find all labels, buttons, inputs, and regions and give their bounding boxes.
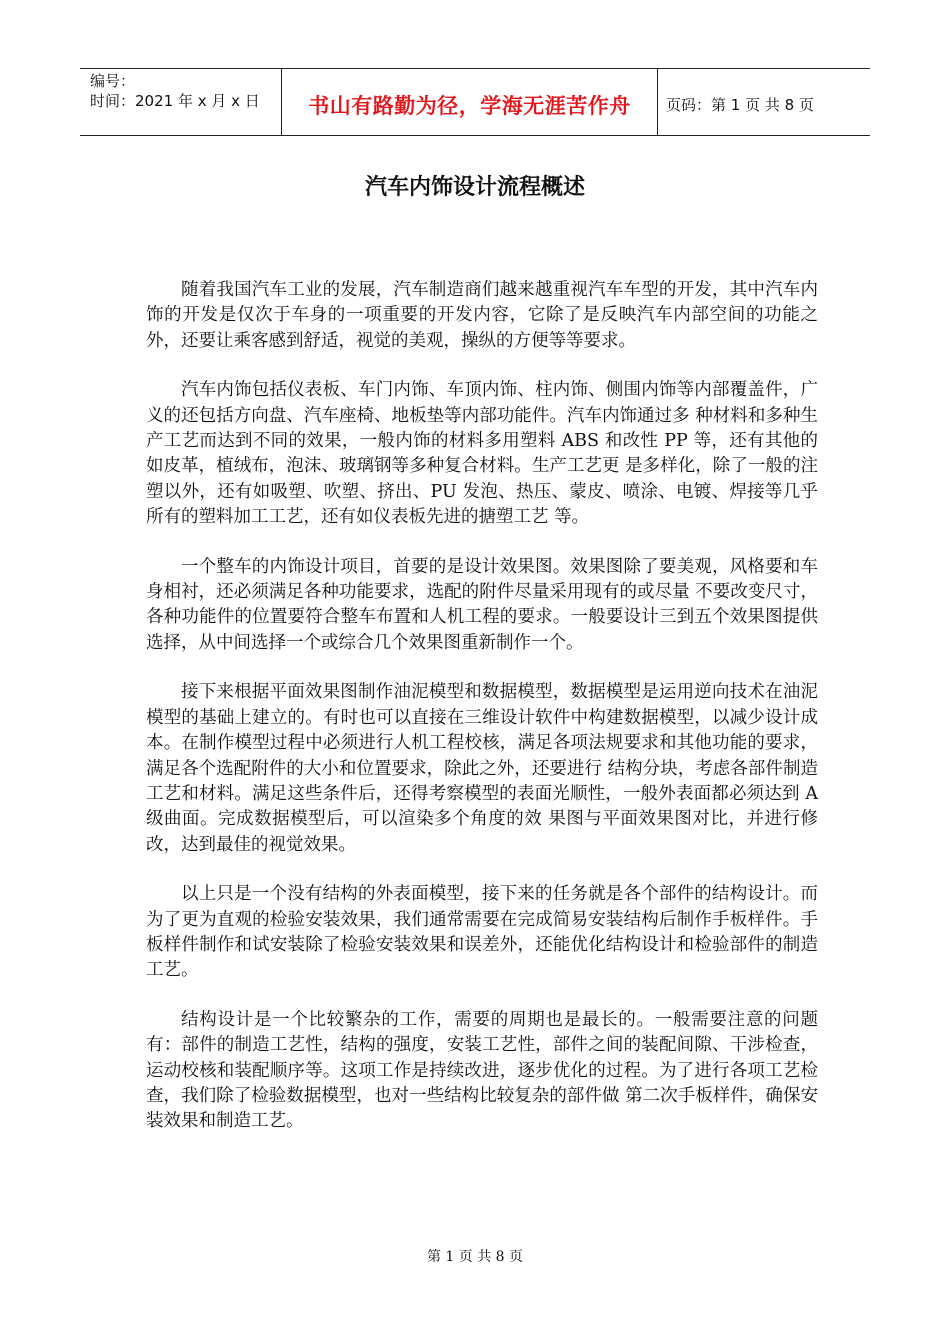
header-table	[80, 68, 870, 136]
header-page-info: 页码：第 1 页 共 8 页	[666, 95, 814, 114]
paragraph: 汽车内饰包括仪表板、车门内饰、车顶内饰、柱内饰、侧围内饰等内部覆盖件，广义的还包括方向盘、汽车座椅、地板垫等内部功能件。汽车内饰通过多 种材料和多种生产工艺而达到不同的效果，一般内饰的材料多用塑料 ABS 和改性 PP 等，还有其他的如皮革，植绒布，泡沫、玻璃钢等多种复合材料。生产工艺更 是多样化，除了一般的注塑以外，还有如吸塑、吹塑、挤出、PU 发泡、热压、蒙皮、喷涂、电镀、焊接等几乎所有的塑料加工工艺，还有如仪表板先进的搪塑工艺 等。	[146, 380, 818, 528]
header-motto-cell	[282, 69, 658, 135]
paragraph: 一个整车的内饰设计项目，首要的是设计效果图。效果图除了要美观，风格要和车身相衬，还必须满足各种功能要求，选配的附件尽量采用现有的或尽量 不要改变尺寸，各种功能件的位置要符合整车布置和人机工程的要求。一般要设计三到五个效果图提供选择，从中间选择一个或综合几个效果图重新制作一个。	[146, 556, 818, 653]
document-body	[146, 278, 818, 1159]
document-date-label: 时间：2021 年 x 月 x 日	[90, 92, 260, 110]
paragraph: 以上只是一个没有结构的外表面模型，接下来的任务就是各个部件的结构设计。而为了更为直观的检验安装效果，我们通常需要在完成简易安装结构后制作手板样件。手板样件制作和试安装除了检验安装效果和误差外，还能优化结构设计和检验部件的制造工艺。	[146, 884, 818, 981]
header-motto: 书山有路勤为径，学海无涯苦作舟	[308, 94, 631, 118]
paragraph: 接下来根据平面效果图制作油泥模型和数据模型，数据模型是运用逆向技术在油泥模型的基础上建立的。有时也可以直接在三维设计软件中构建数据模型，以减少设计成本。在制作模型过程中必须进行人机工程校核，满足各项法规要求和其他功能的要求，满足各个选配附件的大小和位置要求，除此之外，还要进行 结构分块，考虑各部件制造工艺和材料。满足这些条件后，还得考察模型的表面光顺性，一般外表面都必须达到 A 级曲面。完成数据模型后，可以渲染多个角度的效 果图与平面效果图对比，并进行修改，达到最佳的视觉效果。	[146, 682, 818, 855]
header-meta-cell	[80, 69, 282, 135]
document-number-label: 编号：	[90, 72, 136, 90]
document-title: 汽车内饰设计流程概述	[364, 175, 585, 200]
page-footer: 第 1 页 共 8 页	[426, 1249, 524, 1265]
paragraph: 随着我国汽车工业的发展，汽车制造商们越来越重视汽车车型的开发，其中汽车内饰的开发是仅次于车身的一项重要的开发内容，它除了是反映汽车内部空间的功能之外，还要让乘客感到舒适，视觉的美观，操纵的方便等等要求。	[146, 280, 818, 351]
header-page-cell	[658, 69, 870, 135]
paragraph: 结构设计是一个比较繁杂的工作，需要的周期也是最长的。一般需要注意的问题有：部件的制造工艺性，结构的强度，安装工艺性，部件之间的装配间隙、干涉检查，运动校核和装配顺序等。这项工作是持续改进，逐步优化的过程。为了进行各项工艺检查，我们除了检验数据模型，也对一些结构比较复杂的部件做 第二次手板样件，确保安装效果和制造工艺。	[146, 1009, 818, 1132]
